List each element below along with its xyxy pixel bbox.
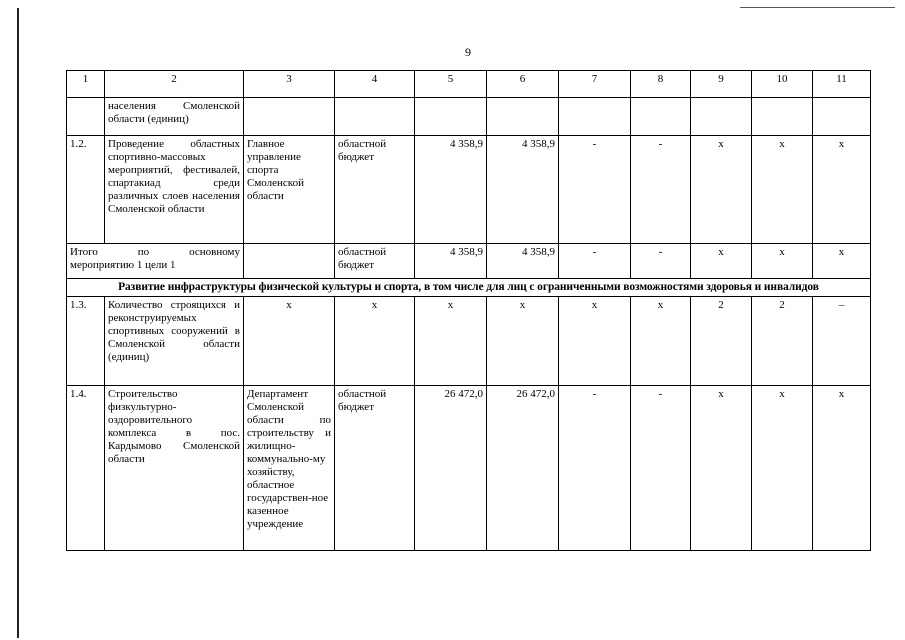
cell-name: Строительство физкультурно-оздоровительного комплекса в пос. Кардымово Смоленской области — [105, 386, 244, 551]
column-number: 4 — [335, 71, 415, 98]
page-number: 9 — [465, 45, 471, 59]
cell-executor: х — [244, 297, 335, 386]
column-number: 7 — [559, 71, 631, 98]
cell-total: 4 358,9 — [415, 244, 487, 279]
table-row-1-4 — [67, 386, 871, 551]
cell-year-1: х — [487, 297, 559, 386]
cell-executor: Главное управление спорта Смоленской области — [244, 136, 335, 244]
cell-num: 1.2. — [67, 136, 105, 244]
column-number: 11 — [813, 71, 871, 98]
cell-total: х — [415, 297, 487, 386]
cell-indicator-1: х — [691, 136, 752, 244]
cell-executor — [244, 244, 335, 279]
cell-year-2: - — [559, 136, 631, 244]
cell-executor — [244, 98, 335, 136]
cell-name: Количество строящихся и реконструируемых спортивных сооружений в Смоленской области (единиц) — [105, 297, 244, 386]
column-number: 6 — [487, 71, 559, 98]
itogo-word: основному — [189, 246, 240, 258]
cell-year-3: - — [631, 136, 691, 244]
table-row-1-2 — [67, 136, 871, 244]
cell-year-1 — [487, 98, 559, 136]
cell-name: Проведение областных спортивно-массовых мероприятий, фестивалей, спартакиад среди различных слоев населения Смоленской области — [105, 136, 244, 244]
column-number: 5 — [415, 71, 487, 98]
cell-year-2: - — [559, 386, 631, 551]
scan-edge-top — [740, 7, 895, 8]
section-heading: Развитие инфраструктуры физической культуры и спорта, в том числе для лиц с ограниченными возможностями здоровья и инвалидов — [67, 279, 871, 297]
column-number: 8 — [631, 71, 691, 98]
cell-num: 1.4. — [67, 386, 105, 551]
cell-source: х — [335, 297, 415, 386]
cell-indicator-3: х — [813, 386, 871, 551]
cell-source — [335, 98, 415, 136]
cell-year-1: 4 358,9 — [487, 136, 559, 244]
itogo-word: по — [137, 246, 150, 258]
itogo-line-2: мероприятию 1 цели 1 — [70, 259, 176, 271]
cell-year-3: - — [631, 244, 691, 279]
cell-indicator-2: х — [752, 136, 813, 244]
cell-indicator-3: х — [813, 244, 871, 279]
column-number-row — [67, 71, 871, 98]
table-row-continued — [67, 98, 871, 136]
program-table — [66, 70, 871, 551]
cell-year-3: х — [631, 297, 691, 386]
cell-indicator-2: 2 — [752, 297, 813, 386]
cell-indicator-1: х — [691, 244, 752, 279]
cell-indicator-1: 2 — [691, 297, 752, 386]
cell-executor: Департамент Смоленской области по строительству и жилищно-коммунально-му хозяйству, областное государствен-ное казенное учреждение — [244, 386, 335, 551]
cell-num: 1.3. — [67, 297, 105, 386]
cell-year-2 — [559, 98, 631, 136]
table-row-itogo — [67, 244, 871, 279]
cell-year-3: - — [631, 386, 691, 551]
column-number: 1 — [67, 71, 105, 98]
cell-total: 26 472,0 — [415, 386, 487, 551]
cell-indicator-name: населения Смоленской области (единиц) — [105, 98, 244, 136]
cell-indicator-3: х — [813, 136, 871, 244]
cell-indicator-1 — [691, 98, 752, 136]
column-number: 3 — [244, 71, 335, 98]
itogo-word: Итого — [70, 246, 98, 258]
cell-year-3 — [631, 98, 691, 136]
scan-edge-left — [17, 8, 19, 638]
cell-itogo-label — [67, 244, 244, 279]
cell-indicator-2: х — [752, 244, 813, 279]
cell-total: 4 358,9 — [415, 136, 487, 244]
cell-year-2: - — [559, 244, 631, 279]
cell-source: областной бюджет — [335, 136, 415, 244]
cell-indicator-2: х — [752, 386, 813, 551]
cell-year-2: х — [559, 297, 631, 386]
cell-year-1: 4 358,9 — [487, 244, 559, 279]
column-number: 2 — [105, 71, 244, 98]
cell-indicator-3: – — [813, 297, 871, 386]
itogo-line-1 — [70, 246, 240, 259]
cell-source: областной бюджет — [335, 386, 415, 551]
cell-total — [415, 98, 487, 136]
cell-indicator-2 — [752, 98, 813, 136]
cell-num — [67, 98, 105, 136]
table-row-1-3 — [67, 297, 871, 386]
column-number: 9 — [691, 71, 752, 98]
cell-indicator-1: х — [691, 386, 752, 551]
cell-source: областной бюджет — [335, 244, 415, 279]
cell-indicator-3 — [813, 98, 871, 136]
cell-year-1: 26 472,0 — [487, 386, 559, 551]
section-heading-row — [67, 279, 871, 297]
column-number: 10 — [752, 71, 813, 98]
